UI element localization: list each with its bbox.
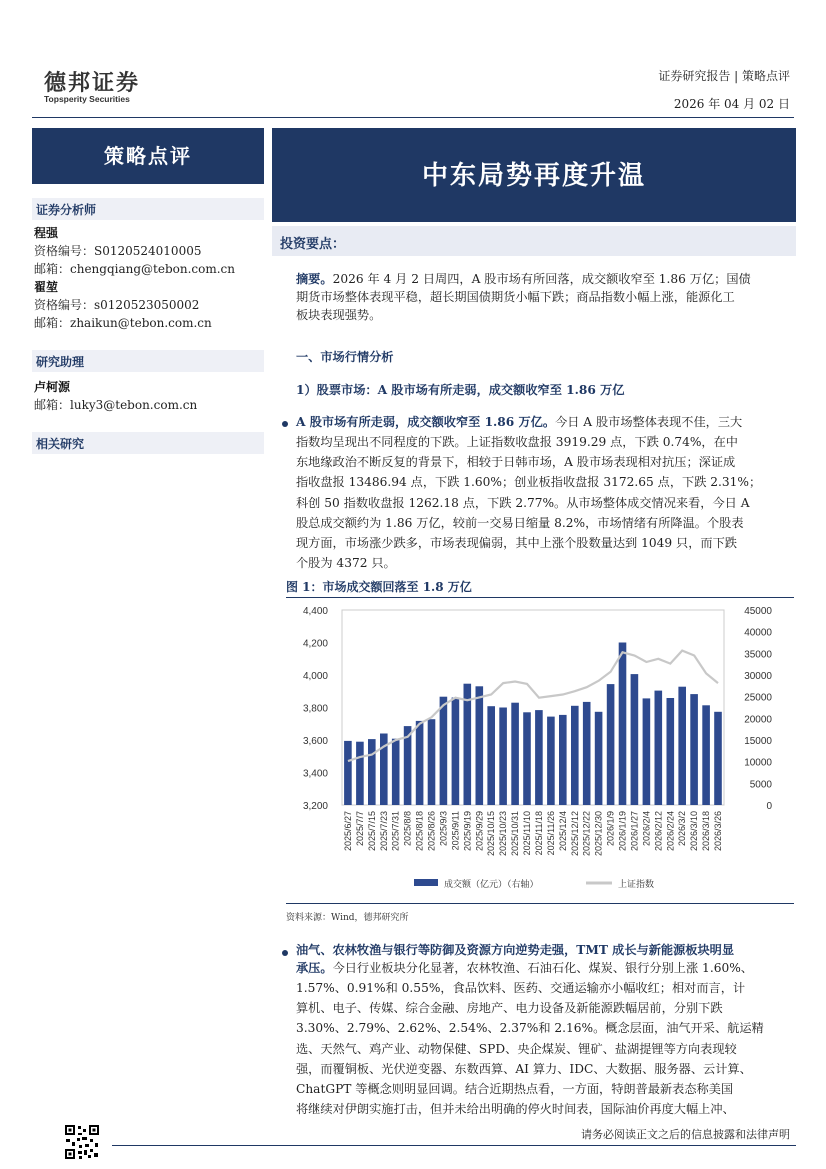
qr-code-icon: [64, 1124, 100, 1160]
x-axis-tick: 2025/9/11: [450, 811, 461, 851]
right-axis-tick: 45000: [744, 606, 772, 617]
chart-legend: [414, 878, 654, 890]
brand-logo-subtext: Topsperity Securities: [44, 94, 130, 104]
paragraph-line: ChatGPT 等概念则明显回调。结合近期热点看，一方面，特朗普最新表态称美国: [296, 1082, 734, 1096]
analyst-email[interactable]: 邮箱：chengqiang@tebon.com.cn: [34, 262, 236, 276]
x-axis-tick: 2025/10/23: [498, 811, 509, 857]
x-axis-tick: 2025/12/12: [569, 811, 580, 857]
x-axis-tick: 2026/1/9: [605, 811, 616, 847]
left-axis-tick: 3,200: [302, 801, 328, 812]
right-axis-tick: 0: [766, 801, 772, 812]
turnover-bar: [607, 684, 615, 805]
paragraph-line: 1.57%、0.91%和 0.55%，食品饮料、医药、交通运输亦小幅收红；相对而言，计: [296, 981, 746, 995]
figure-top-rule: [286, 597, 794, 598]
turnover-bar: [356, 742, 364, 805]
paragraph-line: 算机、电子、传媒、综合金融、房地产、电力设备及新能源跌幅居前，分别下跌: [296, 1001, 723, 1016]
turnover-bar: [559, 715, 567, 805]
x-axis-tick: 2025/11/18: [534, 811, 544, 856]
left-axis-tick: 4,200: [302, 638, 328, 650]
x-axis-tick: 2025/12/22: [581, 811, 592, 857]
turnover-bar: [655, 691, 663, 805]
analyst-heading: 证券分析师: [36, 203, 97, 217]
x-axis-tick: 2026/1/27: [629, 811, 640, 852]
paragraph-line: 指收盘报 13486.94 点，下跌 1.60%；创业板指收盘报 3172.65 点，下跌 2.31%；: [296, 475, 762, 490]
x-axis-tick: 2025/12/4: [557, 811, 568, 852]
paragraph-line: 科创 50 指数收盘报 1262.18 点，下跌 2.77%。从市场整体成交情况来看，今日 A: [296, 495, 750, 510]
right-axis-tick: 20000: [744, 714, 772, 726]
paragraph-line: 承压。今日行业板块分化显著，农林牧渔、石油石化、煤炭、银行分别上涨 1.60%、: [296, 961, 753, 975]
subsection-title: 1）股票市场：A 股市场有所走弱，成交额收窄至 1.86 万亿: [296, 383, 625, 397]
right-axis-tick: 30000: [744, 671, 772, 682]
paragraph-lead: A 股市场有所走弱，成交额收窄至 1.86 万亿。: [296, 415, 556, 429]
x-axis-tick: 2025/7/23: [378, 811, 389, 852]
section-heading-bg: [272, 226, 796, 256]
turnover-bar: [392, 739, 400, 805]
figure-bottom-rule: [286, 903, 794, 904]
legend-bar-swatch: [414, 879, 438, 886]
bullet-icon: [282, 421, 288, 427]
left-axis-tick: 3,600: [302, 736, 328, 747]
footer-disclaimer: 请务必阅读正文之后的信息披露和法律声明: [581, 1128, 790, 1141]
turnover-bar: [619, 643, 627, 806]
turnover-bar: [499, 708, 507, 806]
figure-title: 图 1：市场成交额回落至 1.8 万亿: [286, 580, 472, 594]
x-axis-tick: 2026/2/12: [653, 811, 664, 852]
x-axis-tick: 2025/9/29: [474, 811, 485, 852]
x-axis-tick: 2026/3/18: [701, 811, 712, 852]
turnover-bar: [428, 719, 436, 805]
brand-logo-text: 德邦证券: [44, 71, 141, 96]
x-axis-tick: 2026/3/10: [689, 811, 700, 852]
x-axis-tick: 2025/7/15: [366, 811, 377, 852]
x-axis-tick: 2025/12/30: [593, 811, 604, 857]
turnover-bar: [535, 710, 543, 805]
index-line: [348, 651, 718, 762]
x-axis-tick: 2025/7/31: [390, 811, 401, 852]
x-axis-tick: 2026/1/19: [617, 811, 628, 852]
related-research-heading: 相关研究: [36, 437, 85, 451]
left-axis-tick: 4,000: [302, 671, 328, 682]
abstract-line: 板块表现强势。: [296, 308, 382, 322]
paragraph-line: 个股为 4372 只。: [296, 556, 396, 571]
x-axis-tick: 2026/2/24: [665, 811, 676, 852]
turnover-bar: [702, 705, 710, 805]
legend-bar-label: 成交额（亿元）（右轴）: [444, 880, 539, 890]
turnover-bar: [714, 712, 722, 805]
section-title: 一、市场行情分析: [296, 350, 394, 364]
analyst-cert: 资格编号：S0120524010005: [34, 244, 202, 258]
x-axis-tick: 2026/3/2: [677, 811, 688, 847]
right-axis-tick: 10000: [744, 757, 772, 769]
x-axis-tick: 2025/8/8: [402, 811, 413, 847]
turnover-bar: [344, 741, 352, 805]
x-axis-tick: 2025/10/31: [510, 811, 521, 857]
turnover-bar: [547, 717, 555, 805]
x-axis-tick: 2026/2/4: [641, 811, 652, 847]
category-label: 策略点评: [104, 144, 192, 168]
turnover-bar: [523, 712, 531, 805]
analyst-name: 翟堃: [34, 280, 59, 294]
turnover-bar: [678, 687, 686, 805]
turnover-bar: [464, 684, 472, 805]
assistant-name: 卢柯源: [34, 380, 71, 394]
x-axis-tick: 2025/11/10: [522, 811, 532, 856]
turnover-bar: [368, 739, 376, 805]
right-axis-tick: 40000: [744, 627, 772, 639]
turnover-bar: [690, 694, 698, 805]
paragraph-line: A 股市场有所走弱，成交额收窄至 1.86 万亿。今日 A 股市场整体表现不佳，三大: [296, 415, 743, 429]
assistant-email[interactable]: 邮箱：luky3@tebon.com.cn: [34, 398, 198, 412]
left-axis-tick: 3,400: [302, 768, 328, 780]
report-type: 证券研究报告 | 策略点评: [658, 69, 790, 83]
turnover-bar: [452, 698, 460, 806]
title-banner: [272, 128, 796, 222]
paragraph-line: 股总成交额约为 1.86 万亿，较前一交易日缩量 8.2%，市场情绪有所降温。个股表: [296, 515, 744, 530]
turnover-bar: [440, 697, 448, 805]
paragraph-line: 3.30%、2.79%、2.62%、2.54%、2.37%和 2.16%。概念层面，油气开采、航运精: [296, 1021, 764, 1036]
abstract-label: 摘要。: [296, 272, 333, 286]
paragraph-line: 指数均呈现出不同程度的下跌。上证指数收盘报 3919.29 点，下跌 0.74%，在中: [296, 435, 738, 449]
turnover-index-chart: [286, 600, 796, 900]
header-divider: [32, 117, 794, 118]
x-axis-tick: 2025/10/15: [486, 811, 497, 857]
x-axis-tick: 2025/9/3: [438, 811, 449, 847]
turnover-bar: [416, 721, 424, 805]
abstract-line: 摘要。2026 年 4 月 2 日周四，A 股市场有所回落，成交额收窄至 1.86 万亿；国债: [296, 272, 751, 286]
paragraph-line: 将继续对伊朗实施打击，但并未给出明确的停火时间表，国际油价再度大幅上冲、: [296, 1102, 735, 1117]
right-axis-tick: 35000: [744, 649, 772, 661]
turnover-bar: [595, 712, 603, 805]
turnover-bar: [583, 702, 591, 805]
paragraph-lead: 油气、农林牧渔与银行等防御及资源方向逆势走强，TMT 成长与新能源板块明显: [296, 943, 735, 957]
paragraph-line: 东地缘政治不断反复的背景下，相较于日韩市场，A 股市场表现相对抗压；深证成: [296, 455, 736, 470]
turnover-bar: [667, 698, 675, 805]
section-heading: 投资要点：: [280, 237, 346, 252]
analyst-email[interactable]: 邮箱：zhaikun@tebon.com.cn: [34, 316, 212, 330]
paragraph-line: 现方面，市场涨少跌多，市场表现偏弱，其中上涨个股数量达到 1049 只，而下跌: [296, 536, 737, 550]
x-axis-tick: 2025/9/19: [462, 811, 473, 852]
assistant-heading: 研究助理: [36, 355, 85, 369]
turnover-bar: [631, 674, 639, 805]
turnover-bar: [511, 703, 519, 805]
paragraph-line: 强，而覆铜板、光伏逆变器、东数西算、AI 算力、IDC、大数据、服务器、云计算、: [296, 1061, 752, 1076]
turnover-bar: [643, 698, 651, 805]
right-axis-tick: 5000: [749, 779, 772, 791]
report-title: 中东局势再度升温: [421, 161, 646, 191]
figure-source: 资料来源：Wind，德邦研究所: [286, 913, 409, 923]
x-axis-tick: 2025/6/27: [343, 811, 353, 852]
x-axis-tick: 2025/8/18: [414, 811, 425, 852]
turnover-bar: [476, 686, 484, 805]
x-axis-tick: 2025/8/26: [426, 811, 437, 852]
report-date: 2026 年 04 月 02 日: [673, 97, 790, 111]
right-axis-tick: 15000: [744, 736, 772, 747]
bullet-icon: [282, 950, 288, 956]
category-banner: [32, 128, 264, 184]
footer-divider: [112, 1145, 796, 1146]
x-axis-tick: 2025/11/26: [545, 811, 556, 856]
left-axis-tick: 3,800: [302, 703, 328, 715]
legend-line-label: 上证指数: [618, 880, 655, 890]
left-axis-tick: 4,400: [302, 606, 328, 617]
x-axis-tick: 2026/3/26: [713, 811, 723, 852]
abstract-line: 期货市场整体表现平稳，超长期国债期货小幅下跌；商品指数小幅上涨，能源化工: [296, 290, 735, 304]
turnover-bar: [571, 706, 579, 805]
x-axis-tick: 2025/7/7: [354, 811, 365, 847]
analyst-cert: 资格编号：s0120523050002: [34, 298, 200, 312]
turnover-bar: [487, 706, 495, 805]
paragraph-line: 选、天然气、鸡产业、动物保健、SPD、央企煤炭、锂矿、盐湖提锂等方向表现较: [296, 1041, 737, 1056]
right-axis-tick: 25000: [744, 692, 772, 704]
analyst-name: 程强: [34, 226, 59, 240]
